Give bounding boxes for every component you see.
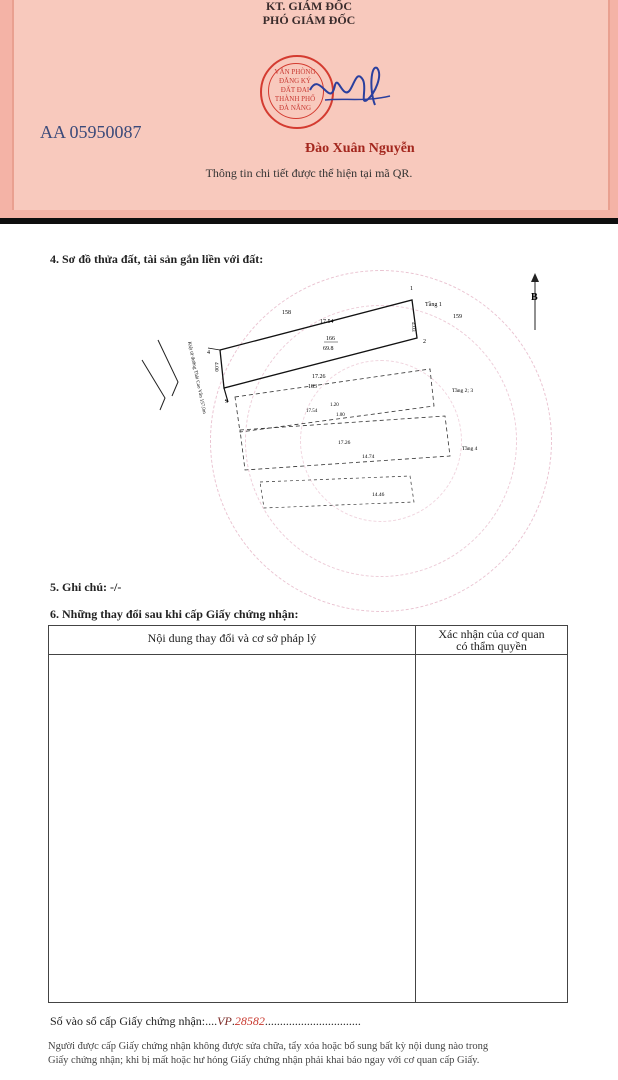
footnote-line-2: Giấy chứng nhận; khi bị mất hoặc hư hỏng Giấy chứng nhận phải khai báo ngay với cơ quan cấp Giấy. (48, 1055, 480, 1066)
label-parcel-183: 183 (308, 384, 317, 390)
land-parcel-sketch (140, 270, 550, 540)
label-area: 69.8 (323, 346, 334, 352)
section-5-heading: 5. Ghi chú: -/- (50, 580, 122, 594)
table-header-authority (416, 628, 567, 652)
floor-2-3-outline (235, 369, 434, 432)
label-small-1754: 17.54 (306, 409, 318, 414)
table-header-divider (49, 654, 567, 655)
section-6-heading: 6. Những thay đổi sau khi cấp Giấy chứng nhận: (50, 607, 299, 621)
table-header-content: Nội dung thay đổi và cơ sở pháp lý (147, 631, 317, 645)
label-length-1474: 14.74 (362, 454, 375, 460)
street-line (142, 360, 165, 410)
label-length-top: 17.54 (320, 319, 334, 325)
official-stamp-text: VĂN PHÒNG ĐĂNG KÝ ĐẤT ĐAI THÀNH PHỐ ĐÀ NẴNG (274, 68, 316, 112)
register-label: Số vào sổ cấp Giấy chứng nhận: (50, 1014, 206, 1028)
register-dots-2: ................................ (264, 1014, 361, 1028)
title-deputy-director-1: KT. GIÁM ĐỐC (265, 0, 353, 13)
register-number: 28582 (234, 1014, 265, 1028)
certificate-serial-number: AA 05950087 (40, 122, 142, 142)
qr-note: Thông tin chi tiết được thể hiện tại mã QR. (205, 166, 413, 180)
table-header-authority-line1: Xác nhận của cơ quan (438, 627, 545, 641)
label-street: Kiệt từ đường Thái Cao Vân 157,0m (186, 341, 207, 415)
label-length-1446: 14.46 (372, 492, 385, 498)
register-dots-1: .... (205, 1014, 218, 1028)
north-label: B (531, 292, 538, 303)
label-small-120: 1.20 (330, 403, 339, 408)
label-floor-2-3: Tầng 2; 3 (452, 388, 474, 394)
label-parcel-158: 158 (282, 310, 291, 316)
label-point-3: 3 (225, 399, 228, 405)
label-point-4: 4 (207, 350, 210, 356)
label-parcel-159: 159 (453, 314, 462, 320)
label-point-1: 1 (410, 286, 413, 292)
title-deputy-director-2: PHÓ GIÁM ĐỐC (262, 13, 356, 27)
label-floor-4: Tầng 4 (462, 446, 478, 452)
floor-lower-outline (260, 476, 414, 508)
label-width-400: 4.00 (213, 362, 219, 372)
label-small-100: 1.00 (336, 413, 345, 418)
label-width-403: 4.03 (410, 322, 416, 332)
table-header-authority-line2: có thẩm quyền (456, 639, 527, 653)
register-number-line: Số vào sổ cấp Giấy chứng nhận:....VP.28582................................ (50, 1014, 361, 1028)
table-column-separator (415, 626, 416, 1002)
section-4-heading: 4. Sơ đồ thửa đất, tài sản gắn liền với đất: (50, 252, 264, 266)
label-length-1726b: 17.26 (338, 440, 351, 446)
register-vp: VP (217, 1014, 232, 1028)
label-lot-number: 166 (326, 336, 335, 342)
footnote-line-1: Người được cấp Giấy chứng nhận không được sửa chữa, tẩy xóa hoặc bổ sung bất kỳ nội dung nào trong (48, 1041, 489, 1052)
changes-table (48, 625, 568, 1003)
label-floor-1: Tầng 1 (425, 302, 442, 308)
certificate-top-section (0, 0, 618, 218)
signature-image (305, 60, 395, 120)
label-length-mid: 17.26 (312, 374, 326, 380)
footnote (48, 1040, 578, 1068)
label-point-2: 2 (423, 339, 426, 345)
signer-name: Đào Xuân Nguyễn (305, 141, 415, 156)
